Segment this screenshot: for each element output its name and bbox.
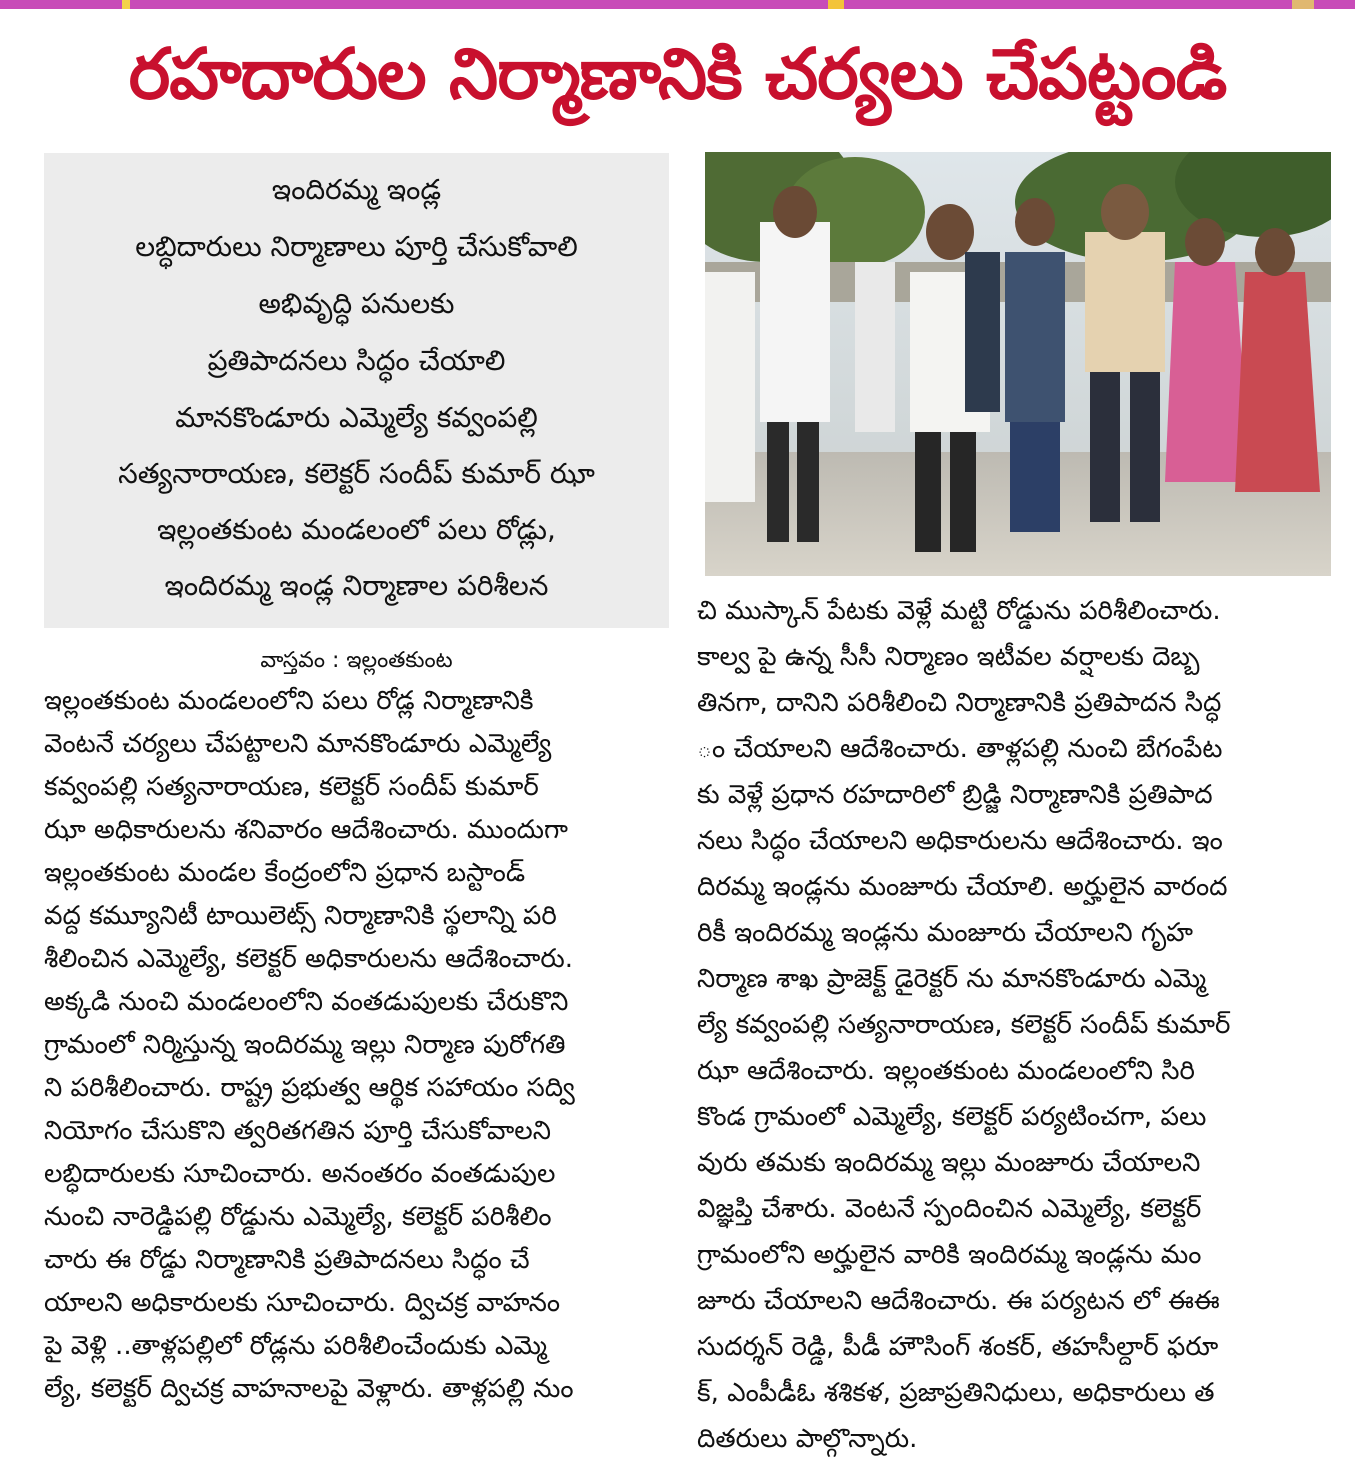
body-line: చారు ఈ రోడ్డు నిర్మాణానికి ప్రతిపాదనలు సిద్ధం చే: [44, 1245, 530, 1275]
body-line: జూరు చేయాలని ఆదేశించారు. ఈ పర్యటన లో ఈఈ: [697, 1286, 1220, 1316]
body-line: వద్ద కమ్యూనిటీ టాయిలెట్స్ నిర్మాణానికి స్థలాన్ని పరి: [44, 901, 557, 931]
body-line: అక్కడి నుంచి మండలంలోని వంతడుపులకు చేరుకొని: [44, 987, 569, 1017]
body-line: ల్యే, కలెక్టర్ ద్విచక్ర వాహనాలపై వెళ్లారు. తాళ్లపల్లి నుం: [44, 1374, 574, 1404]
body-line: క్, ఎంపీడీఓ శశికళ, ప్రజాప్రతినిధులు, అధికారులు త: [697, 1378, 1215, 1408]
body-line: విజ్ఞప్తి చేశారు. వెంటనే స్పందించిన ఎమ్మెల్యే, కలెక్టర్: [697, 1194, 1202, 1224]
body-line: ఝా ఆదేశించారు. ఇల్లంతకుంట మండలంలోని సిరి: [697, 1056, 1195, 1086]
body-line: ఇల్లంతకుంట మండలంలోని పలు రోడ్ల నిర్మాణానికి: [44, 686, 534, 716]
body-line: ల్యే కవ్వంపల్లి సత్యనారాయణ, కలెక్టర్ సందీప్ కుమార్: [697, 1010, 1231, 1040]
masthead-mark: [1292, 0, 1314, 9]
body-line: గ్రామంలోని అర్హులైన వారికి ఇందిరమ్మ ఇండ్లను మం: [697, 1240, 1202, 1270]
body-line: లబ్ధిదారులకు సూచించారు. అనంతరం వంతడుపుల: [44, 1159, 556, 1189]
body-line: పై వెళ్లి ..తాళ్లపల్లిలో రోడ్లను పరిశీలించేందుకు ఎమ్మె: [44, 1331, 548, 1361]
body-line: వెంటనే చర్యలు చేపట్టాలని మానకొండూరు ఎమ్మెల్యే: [44, 729, 552, 759]
deck-box: [44, 153, 669, 628]
news-photo: [705, 152, 1331, 576]
masthead-mark: [122, 0, 130, 9]
deck-line: సత్యనారాయణ, కలెక్టర్ సందీప్ కుమార్ ఝా: [118, 457, 595, 490]
body-line: చి ముస్కాన్ పేటకు వెళ్లే మట్టి రోడ్డును పరిశీలించారు.: [697, 596, 1221, 626]
body-line: ం చేయాలని ఆదేశించారు. తాళ్లపల్లి నుంచి బేగంపేట: [697, 734, 1223, 764]
body-line: నలు సిద్ధం చేయాలని అధికారులను ఆదేశించారు. ఇం: [697, 826, 1223, 856]
masthead-mark: [828, 0, 844, 9]
body-line: ఝా అధికారులను శనివారం ఆదేశించారు. ముందుగా: [44, 815, 568, 845]
body-line: ఇల్లంతకుంట మండల కేంద్రంలోని ప్రధాన బస్టాండ్: [44, 858, 526, 888]
body-line: శీలించిన ఎమ్మెల్యే, కలెక్టర్ అధికారులను ఆదేశించారు.: [44, 944, 574, 974]
body-line: దిరమ్మ ఇండ్లను మంజూరు చేయాలి. అర్హులైన వారంద: [697, 872, 1228, 902]
body-line: నిర్మాణ శాఖ ప్రాజెక్ట్ డైరెక్టర్ ను మానకొండూరు ఎమ్మె: [697, 964, 1207, 994]
deck-line: ప్రతిపాదనలు సిద్ధం చేయాలి: [207, 344, 506, 377]
deck-line: అభివృద్ధి పనులకు: [258, 287, 455, 320]
deck-line: లబ్ధిదారులు నిర్మాణాలు పూర్తి చేసుకోవాలి: [135, 230, 578, 263]
masthead-strip: [0, 0, 1355, 9]
body-line: కొండ గ్రామంలో ఎమ్మెల్యే, కలెక్టర్ పర్యటించగా, పలు: [697, 1102, 1207, 1132]
body-line: నియోగం చేసుకొని త్వరితగతిన పూర్తి చేసుకోవాలని: [44, 1116, 551, 1146]
body-line: దితరులు పాల్గొన్నారు.: [697, 1424, 918, 1454]
body-line: వురు తమకు ఇందిరమ్మ ఇల్లు మంజూరు చేయాలని: [697, 1148, 1201, 1178]
body-line: తినగా, దానిని పరిశీలించి నిర్మాణానికి ప్రతిపాదన సిద్ధ: [697, 688, 1222, 718]
body-line: యాలని అధికారులకు సూచించారు. ద్విచక్ర వాహనం: [44, 1288, 561, 1318]
body-line: కవ్వంపల్లి సత్యనారాయణ, కలెక్టర్ సందీప్ కుమార్: [44, 772, 539, 802]
body-line: గ్రామంలో నిర్మిస్తున్న ఇందిరమ్మ ఇల్లు నిర్మాణ పురోగతి: [44, 1030, 566, 1060]
body-line: రికీ ఇందిరమ్మ ఇండ్లను మంజూరు చేయాలని గృహ: [697, 918, 1194, 948]
deck-line: మానకొండూరు ఎమ్మెల్యే కవ్వంపల్లి: [175, 401, 538, 434]
body-line: నుంచి నారెడ్డిపల్లి రోడ్డును ఎమ్మెల్యే, కలెక్టర్ పరిశీలిం: [44, 1202, 552, 1232]
body-line: కాల్వ పై ఉన్న సీసీ నిర్మాణం ఇటీవల వర్షాలకు దెబ్బ: [697, 642, 1200, 672]
deck-line: ఇందిరమ్మ ఇండ్ల: [271, 173, 442, 206]
body-line: కు వెళ్లే ప్రధాన రహదారిలో బ్రిడ్జి నిర్మాణానికి ప్రతిపాద: [697, 780, 1213, 810]
deck-line: ఇల్లంతకుంట మండలంలో పలు రోడ్లు,: [157, 513, 556, 546]
body-line: ని పరిశీలించారు. రాష్ట్ర ప్రభుత్వ ఆర్థిక సహాయం సద్వి: [44, 1073, 575, 1103]
body-line: సుదర్శన్ రెడ్డి, పీడీ హౌసింగ్ శంకర్, తహసీల్దార్ ఫరూ: [697, 1332, 1219, 1362]
dateline: వాస్తవం : ఇల్లంతకుంట: [260, 648, 453, 673]
headline: రహదారుల నిర్మాణానికి చర్యలు చేపట్టండి: [128, 33, 1227, 115]
deck-line: ఇందిరమ్మ ఇండ్ల నిర్మాణాల పరిశీలన: [164, 569, 549, 602]
